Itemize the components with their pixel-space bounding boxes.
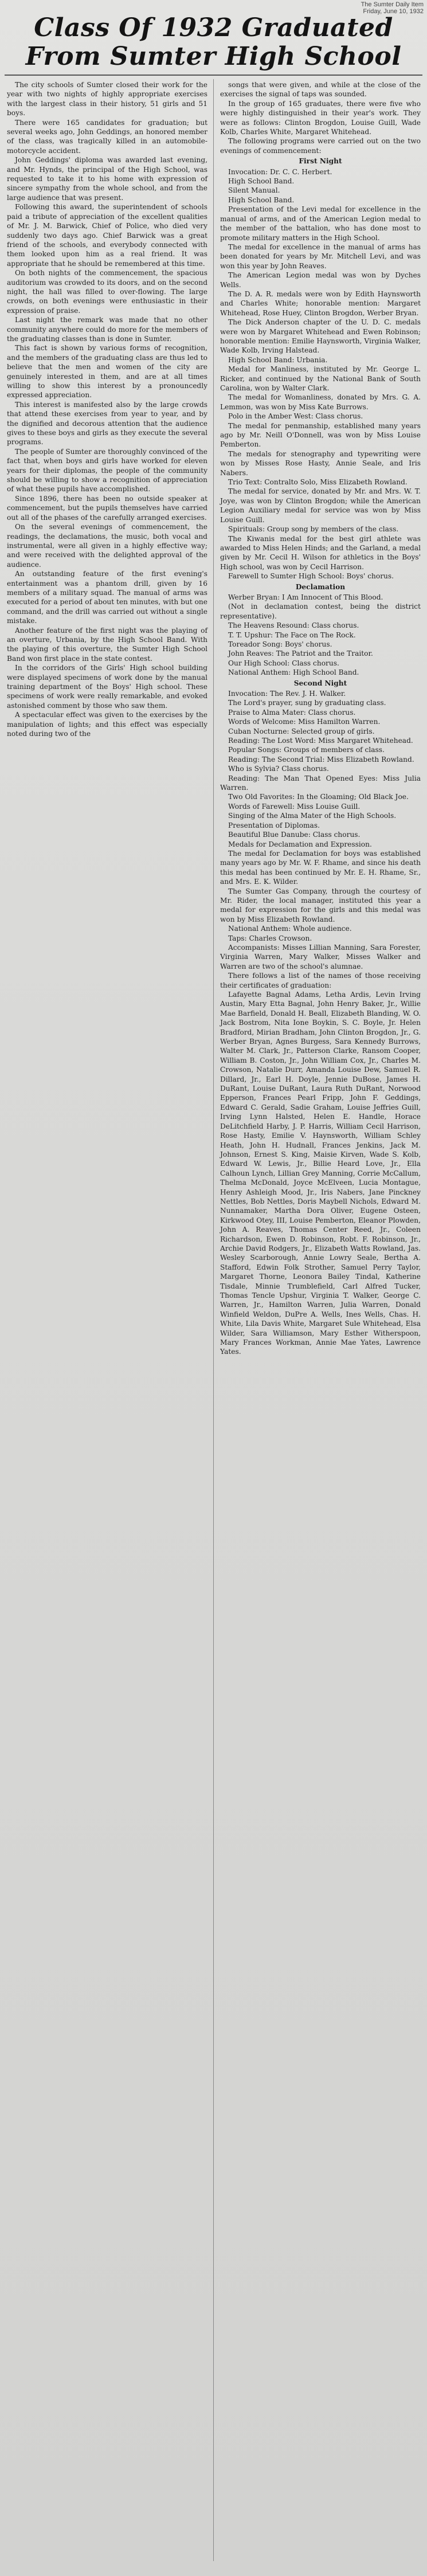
program-item: Invocation: Dr. C. C. Herbert. [228,167,332,176]
graduates-list: Lafayette Bagnal Adams, Letha Ardis, Levin Irving Austin, Mary Etta Bagnal, John Henry Baker, Jr., Willie Mae Barfield, Donald H. Beall, Elizabeth Blanding, W. O. Jack Bostrom, Nita Ione Boykin, S. C. Boyle, Jr. Helen Bradford, Mirian Bradham, John Clinton Brogdon, Jr., G. Werber Bryan, Agnes Burgess, Sara Kennedy Burrows, Walter M. Clark, Jr., Patterson Clarke, Ransom Cooper, William B. Coston, Jr., John William Cox, Jr., Charles M. Crowson, Natalie Durr, Amanda Louise Dew, Samuel R. Dillard, Jr., Earl H. Doyle, Jennie DuBose, James H. DuRant, Louise DuRant, Laura Ruth DuRant, Norwood Epperson, Frances Pearl Fripp, John F. Geddings, Edward C. Gerald, Sadie Graham, Louise Jeffries Guill, Irving Lynn Halsted, Helen E. Handle, Horace DeLitchfield Harby, J. P. Harris, William Cecil Harrison, Rose Hasty, Emilie V. Haynsworth, William Schley Heath, John H. Hudnall, Frances Jenkins, Jack M. Johnson, Ernest S. King, Maisie Kirven, Wade S. Kolb, Edward W. Lewis, Jr., Billie Heard Love, Jr., Ella Calhoun Lynch, Lillian Grey Manning, Corrie McCallum, Thelma McDonald, Joyce McElveen, Lucia Montague, Henry Ashleigh Mood, Jr., Iris Nabers, Jane Pinckney Nettles, Bob Nettles, Doris Maybell Nichols, Edward M. Nunnamaker, Martha Dora Oliver, Eugene Osteen, Kirkwood Otey, III, Louise Pemberton, Eleanor Plowden, John A. Reaves, Thomas Center Reed, Jr., Coleen Richardson, Ewen D. Robinson, Robt. F. Robinson, Jr., Archie David Rodgers, Jr., Elizabeth Watts Rowland, Jas. Wesley Scarborough, Annie Lowry Seale, Bertha A. Stafford, Edwin Folk Strother, Samuel Perry Taylor, Margaret Thorne, Leonora Bailey Tindal, Katherine Tisdale, Minnie Trumblefield, Carl Alfred Tucker, Thomas Tencle Upshur, Virginia T. Walker, George C. Warren, Jr., Hamilton Warren, Julia Warren, Donald Winfield Weldon, DuPre A. Wells, Ines Wells, Chas. H. White, Lila Davis White, Margaret Sule Whitehead, Elsa Wilder, Sara Williamson, Mary Esther Witherspoon, Mary Frances Workman, Annie Mae Yates, Lawrence Yates. [220,991,421,1356]
article-paragraph: In the corridors of the Girls' High school building were displayed specimens of work done by the manual training department of the Boys' High school. These specimens of work were really remarkable, and evoked astonished comment by those who saw them. [7,664,207,710]
program-item: High School Band. [228,177,295,186]
article-paragraph: A spectacular effect was given to the exercises by the manipulation of lights; and this effect was especially noted during two of the [7,711,207,738]
program-item: The medal for service, donated by Mr. and Mrs. W. T. Joye, was won by Clinton Brogdon; while the American Legion Auxiliary medal for service was won by Miss Louise Guill. [220,487,421,524]
program-item: The Kiwanis medal for the best girl athlete was awarded to Miss Helen Hinds; and the Garland, a medal given by Mr. Cecil H. Wilson for athletics in the Boys' High school, was won by Cecil Harrison. [220,534,421,571]
program-item: Words of Farewell: Miss Louise Guill. [228,802,361,811]
program-item: Trio Text: Contralto Solo, Miss Elizabeth Rowland. [228,478,408,487]
program-item: Polo in the Amber West: Class chorus. [228,412,363,421]
program-item: The Lord's prayer, sung by graduating class. [228,699,386,707]
article-paragraph: The following programs were carried out on the two evenings of commencement: [220,137,421,155]
article-paragraph: Following this award, the superintendent of schools paid a tribute of appreciation of the excellent qualities of Mr. J. M. Barwick, Chief of Police, who died very suddenly two days ago. Chief Barwick was a great friend of the schools, and everybody connected with them looked upon him as a real friend. It was appropriate that he should be remembered at this time. [7,203,207,268]
program-item: Who is Sylvia? Class chorus. [228,765,329,773]
headline-rule [5,75,422,76]
program-item: Taps: Charles Crowson. [228,934,312,942]
program-item: National Anthem: High School Band. [228,668,359,677]
program-item: Reading: The Second Trial: Miss Elizabeth Rowland. [228,755,414,764]
article-paragraph: On the several evenings of commencement, the readings, the declamations, the music, both vocal and instrumental, were all given in a highly effective way; and were received with the delighted approval of the audience. [7,523,207,569]
program-item: John Reaves: The Patriot and the Traitor. [228,649,373,658]
program-item: Singing of the Alma Mater of the High Schools. [228,812,397,820]
program-item: The D. A. R. medals were won by Edith Haynsworth and Charles White; honorable mention: Margaret Whitehead, Rose Huey, Clinton Brogdon, Werber Bryan. [220,289,421,317]
program-item: The medals for stenography and typewriting were won by Misses Rose Hasty, Annie Seale, and Iris Nabers. [220,449,421,477]
program-item: Two Old Favorites: In the Gloaming; Old Black Joe. [228,793,409,801]
program-item: Farewell to Sumter High School: Boys' chorus. [228,572,394,581]
program-item: Reading: The Lost Word: Miss Margaret Whitehead. [228,737,413,745]
program-item: Praise to Alma Mater: Class chorus. [228,708,356,717]
column-divider [213,79,214,2561]
program-item: The medal for excellence in the manual of arms has been donated for years by Mr. Mitchell Levi, and was won this year by John Reaves. [220,242,421,270]
article-paragraph: The people of Sumter are thoroughly convinced of the fact that, when boys and girls have worked for eleven years for their diplomas, the people of the community should be willing to show a recognition of appreciation of what these pupils have accomplished. [7,447,207,494]
headline-line-1: Class Of 1932 Graduated [34,13,393,42]
program-item: Silent Manual. [228,186,280,195]
program-item: Our High School: Class chorus. [228,659,339,667]
program-item: The American Legion medal was won by Dyches Wells. [220,271,421,289]
section-heading-first-night: First Night [299,157,342,166]
program-item: High School Band: Urbania. [228,355,328,364]
program-item: Invocation: The Rev. J. H. Walker. [228,690,346,698]
program-item: The medal for Declamation for boys was established many years ago by Mr. W. F. Rhame, and since his death this medal has been continued by Mr. E. H. Rhame, Sr., and Mrs. E. K. Wilder. [220,849,421,886]
article-paragraph: The city schools of Sumter closed their work for the year with two nights of highly appropriate exercises with the largest class in their history, 51 girls and 51 boys. [7,81,207,118]
article-paragraph: Since 1896, there has been no outside speaker at commencement, but the pupils themselves have carried out all of the phases of the carefully arranged exercises. [7,494,207,522]
program-item: Popular Songs: Groups of members of class. [228,746,385,754]
program-item: Medal for Manliness, instituted by Mr. George L. Ricker, and continued by the National Bank of South Carolina, won by Walter Clark. [220,365,421,392]
article-paragraph: songs that were given, and while at the close of the exercises the signal of taps was sounded. [220,81,421,99]
headline-line-2: From Sumter High School [25,42,402,71]
program-item: Presentation of the Levi medal for excellence in the manual of arms, and of the American Legion medal to the member of the battalion, who has done most to promote military matters in the High School. [220,205,421,242]
program-item: Beautiful Blue Danube: Class chorus. [228,831,361,839]
program-item: Spirituals: Group song by members of the class. [228,525,399,534]
left-column [7,80,207,738]
article-paragraph: Last night the remark was made that no other community anywhere could do more for the members of the graduating classes than is done in Sumter. [7,316,207,343]
program-item: Words of Welcome: Miss Hamilton Warren. [228,718,381,726]
program-item: T. T. Upshur: The Face on The Rock. [228,631,356,639]
paper-name: The Sumter Daily Item [361,1,424,8]
article-paragraph: This interest is manifested also by the large crowds that attend these exercises from year to year, and by the dignified and decorous attention that the audience gives to these boys and girls as they execute the several programs. [7,400,207,447]
program-item: (Not in declamation contest, being the district representative). [220,602,421,620]
right-column [220,80,421,1357]
program-item: National Anthem: Whole audience. [228,925,352,933]
program-item: Werber Bryan: I Am Innocent of This Blood. [228,593,383,601]
section-heading-declamation: Declamation [295,582,346,591]
article-paragraph: This fact is shown by various forms of recognition, and the members of the graduating class are thus led to believe that the men and women of the city are genuinely interested in them, and are at all times willing to show this interest by a pronouncedly expressed appreciation. [7,344,207,400]
program-item: Cuban Nocturne: Selected group of girls. [228,727,375,735]
article-paragraph: In the group of 165 graduates, there were five who were highly distinguished in their year's work. They were as follows: Clinton Brogdon, Louise Guill, Wade Kolb, Charles White, Margaret Whitehead. [220,99,421,136]
article-paragraph: An outstanding feature of the first evening's entertainment was a phantom drill, given by 16 members of a military squad. The manual of arms was executed for a period of about ten minutes, with but one command, and the drill was carried out without a single mistake. [7,570,207,625]
program-item: The Heavens Resound: Class chorus. [228,621,359,630]
program-item: Accompanists: Misses Lillian Manning, Sara Forester, Virginia Warren, Mary Walker, Misses Walker and Warren are two of the school's alumnae. [220,943,421,970]
program-item: Toreador Song: Boys' chorus. [228,640,332,648]
program-item: The medal for Womanliness, donated by Mrs. G. A. Lemmon, was won by Miss Kate Burrows. [220,393,421,411]
program-item: The Dick Anderson chapter of the U. D. C. medals were won by Margaret Whitehead and Ewen Robinson; honorable mention: Emilie Haynsworth, Virginia Walker, Wade Kolb, Irving Halstead. [220,318,421,355]
program-item: High School Band. [228,195,295,204]
article-paragraph: On both nights of the commencement, the spacious auditorium was crowded to its doors, and on the second night, the hall was filled to over-flowing. The large crowds, on both evenings were enthusiastic in their expression of praise. [7,269,207,315]
section-heading-second-night: Second Night [293,679,347,687]
program-item: Presentation of Diplomas. [228,821,320,829]
article-paragraph: There were 165 candidates for graduation; but several weeks ago, John Geddings, an honored member of the class, was tragically killed in an automobile-motorcycle accident. [7,118,207,155]
article-paragraph: Another feature of the first night was the playing of an overture, Urbania, by the High School Band. With the playing of this overture, the Sumter High School Band won first place in the state contest. [7,626,207,663]
program-item: Medals for Declamation and Expression. [228,840,372,848]
program-item: There follows a list of the names of those receiving their certificates of graduation: [220,972,421,989]
article-paragraph: John Geddings' diploma was awarded last evening, and Mr. Hynds, the principal of the High School, was requested to take it to his home with expression of sincere sympathy from the whole school, and from the large audience that was present. [7,156,207,202]
headline [0,14,427,71]
issue-date: Friday, June 10, 1932 [363,8,424,15]
program-item: The Sumter Gas Company, through the courtesy of Mr. Rider, the local manager, instituted this year a medal for expression for the girls and this medal was won by Miss Elizabeth Rowland. [220,887,421,923]
program-item: Reading: The Man That Opened Eyes: Miss Julia Warren. [220,774,421,792]
program-item: The medal for penmanship, established many years ago by Mr. Neill O'Donnell, was won by Miss Louise Pemberton. [220,421,421,449]
